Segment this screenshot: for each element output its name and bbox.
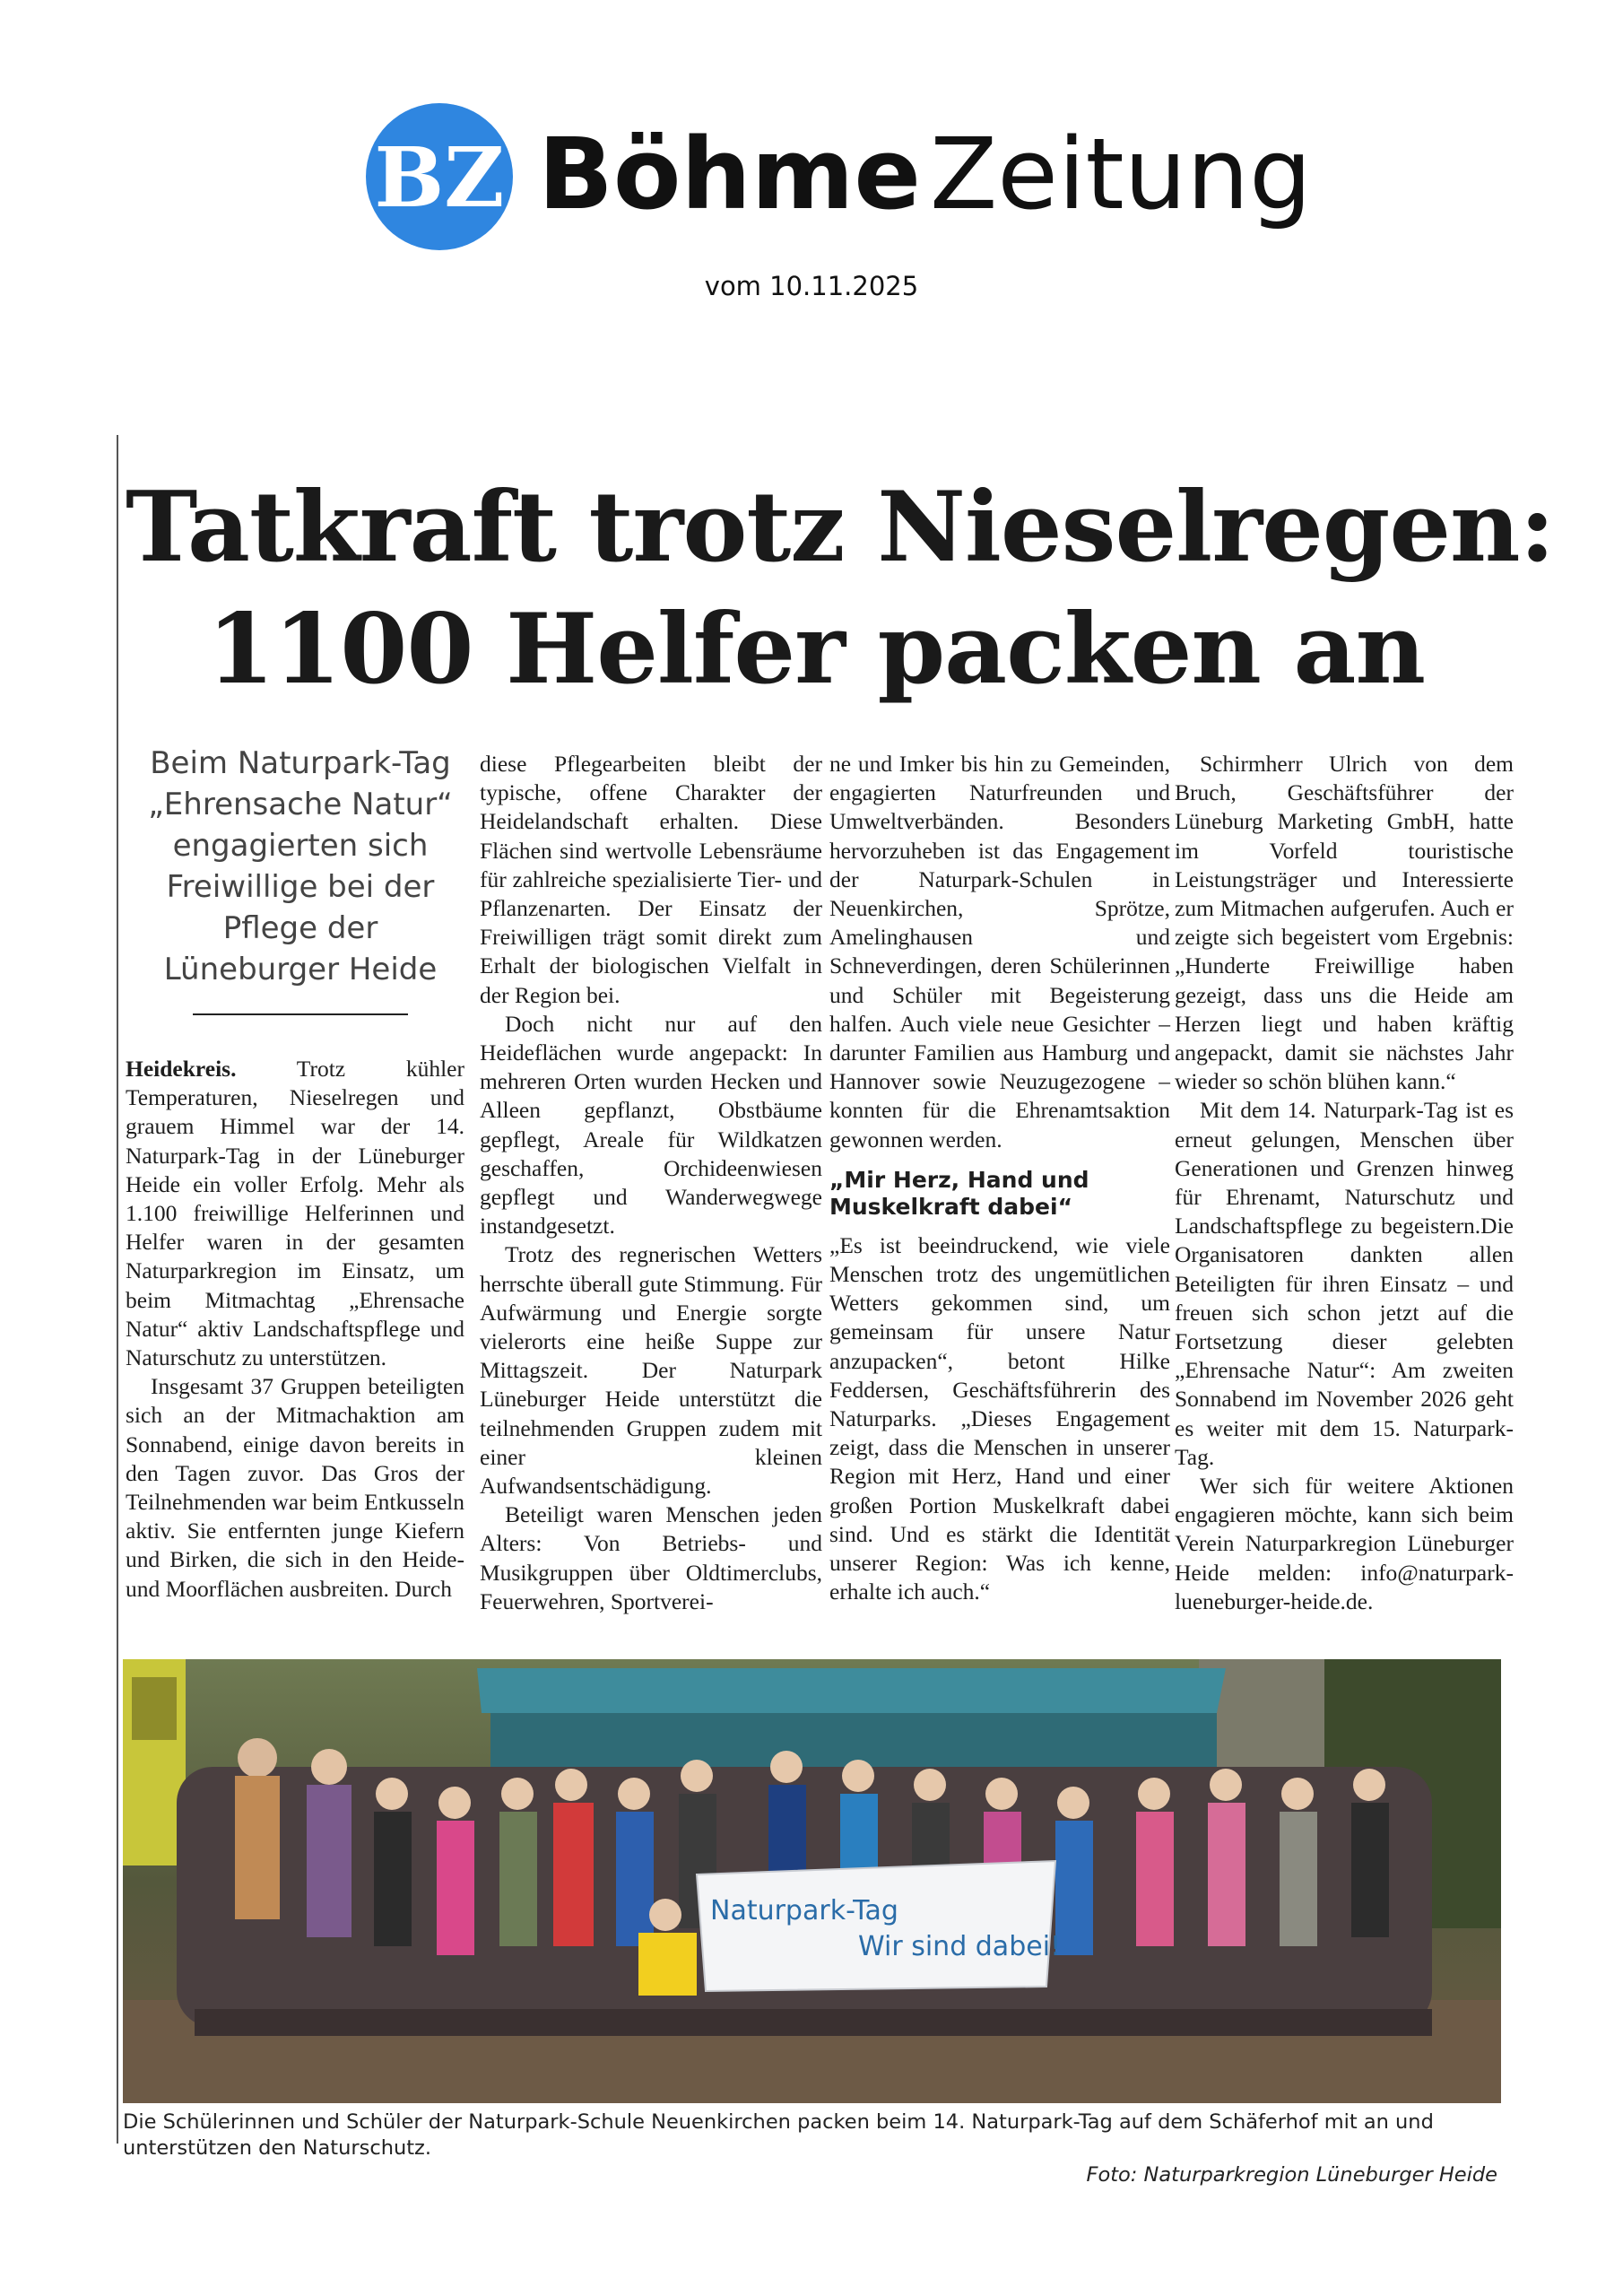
paragraph: [126, 1055, 464, 1372]
paragraph: „Es ist beeindruckend, wie viele Menschen trotz des ungemütlichen Wetters gekommen sind, um gemeinsam für unsere Natur anzupacken“, betont Hilke Feddersen, Geschäftsführerin des Naturparks. „Dieses Engagement zeigt, dass die Menschen in unserer Region mit Herz, Hand und einer großen Portion Muskelkraft dabei sind. Und es stärkt die Identität unserer Region: Was ich kenne, erhalte ich auch.“: [829, 1231, 1170, 1605]
lead-line: Lüneburger Heide: [163, 952, 438, 987]
paragraph: Beteiligt waren Menschen jeden Alters: Von Betriebs- und Musikgruppen über Oldtimerclubs, Feuerwehren, Sportverei-: [480, 1501, 822, 1614]
lead-line: Pflege der: [222, 910, 378, 946]
article-lead: [130, 743, 471, 990]
article-photo: [123, 1659, 1501, 2103]
logo-monogram: BZ: [374, 129, 505, 226]
masthead-logo: [363, 100, 1312, 253]
photo-caption: Die Schülerinnen und Schüler der Naturpark-Schule Neuenkirchen packen beim 14. Naturpark-Tag auf dem Schäferhof mit an und unterstützen den Naturschutz.: [123, 2110, 1434, 2160]
paragraph-text: Trotz kühler Temperaturen, Nieselregen und grauem Himmel war der 14. Naturpark-Tag in der Lüneburger Heide ein voller Erfolg. Mehr als 1.100 freiwillige Helferinnen und Helfer waren in der gesamten Naturparkregion im Einsatz, um beim Mitmachtag „Ehrensache Natur“ aktiv Landschaftspflege und Naturschutz zu unterstützen.: [126, 1056, 464, 1371]
newspaper-name-bold: Böhme: [538, 117, 921, 231]
paragraph: Mit dem 14. Naturpark-Tag ist es erneut gelungen, Menschen über Generationen und Grenzen hinweg für Ehrenamt, Naturschutz und Landschaftspflege zu begeistern.Die Organisatoren dankten allen Beteiligten für ihren Einsatz – und freuen sich schon jetzt auf die Fortsetzung dieser gelebten „Ehrensache Natur“: Am zweiten Sonnabend im November 2026 geht es weiter mit dem 15. Naturpark-Tag.: [1175, 1097, 1514, 1470]
article-column-1: [126, 1055, 464, 1604]
paragraph: Wer sich für weitere Aktionen engagieren möchte, kann sich beim Verein Naturparkregion Lüneburger Heide melden: info@naturpark-lueneburger-heide.de.: [1175, 1473, 1514, 1614]
subheading: „Mir Herz, Hand und Muskelkraft dabei“: [829, 1166, 1089, 1220]
dateline: Heidekreis.: [126, 1056, 237, 1082]
lead-line: engagierten sich: [172, 828, 429, 864]
article-column-2: [480, 750, 822, 1616]
banner-text-line-2: Wir sind dabei!: [858, 1931, 1062, 1962]
paragraph: Schirmherr Ulrich von dem Bruch, Geschäftsführer der Lüneburg Marketing GmbH, hatte im Vorfeld touristische Leistungsträger und Interessierte zum Mitmachen aufgerufen. Auch er zeigte sich begeistert vom Ergebnis: „Hunderte Freiwillige haben gezeigt, dass uns die Heide am Herzen liegt und haben kräftig angepackt, damit sie nächstes Jahr wieder so schön blühen kann.“: [1175, 751, 1514, 1095]
article-column-4: [1175, 750, 1514, 1616]
lead-line: „Ehrensache Natur“: [148, 787, 453, 822]
headline-line-2: 1100 Helfer packen an: [206, 593, 1426, 706]
headline-line-1: Tatkraft trotz Nieselregen:: [126, 471, 1555, 584]
publication-date: vom 10.11.2025: [704, 271, 919, 301]
banner-text-line-1: Naturpark-Tag: [710, 1895, 898, 1926]
newspaper-name-light: Zeitung: [929, 117, 1312, 231]
paragraph: Trotz des regnerischen Wetters herrschte überall gute Stimmung. Für Aufwärmung und Energie sorgte vielerorts eine heiße Suppe zur Mittagszeit. Der Naturpark Lüneburger Heide unterstützt die teilnehmenden Gruppen zudem mit einer kleinen Aufwandsentschädigung.: [480, 1241, 822, 1500]
lead-line: Beim Naturpark-Tag: [150, 745, 451, 781]
paragraph: ne und Imker bis hin zu Gemeinden, engagierten Naturfreunden und Umweltverbänden. Besonders hervorzuheben ist das Engagement der Naturpark-Schulen in Neuenkirchen, Sprötze, Amelinghausen und Schneverdingen, deren Schülerinnen und Schüler mit Begeisterung halfen. Auch viele neue Gesichter – darunter Familien aus Hamburg und Hannover sowie Neuzugezogene – konnten für die Ehrenamtsaktion gewonnen werden.: [829, 751, 1170, 1152]
paragraph: Insgesamt 37 Gruppen beteiligten sich an der Mitmachaktion am Sonnabend, einige davon bereits in den Tagen zuvor. Das Gros der Teilnehmenden war beim Entkusseln aktiv. Sie entfernten junge Kiefern und Birken, die sich in den Heide- und Moorflächen ausbreiten. Durch: [126, 1373, 464, 1602]
paragraph: diese Pflegearbeiten bleibt der typische, offene Charakter der Heidelandschaft erhalten. Diese Flächen sind wertvolle Lebensräume für zahlreiche spezialisierte Tier- und Pflanzenarten. Der Einsatz der Freiwilligen trägt somit direkt zum Erhalt der biologischen Vielfalt in der Region bei.: [480, 751, 822, 1008]
newspaper-logo-icon: [363, 100, 516, 253]
group-photo-image: [123, 1659, 1501, 2103]
paragraph: Doch nicht nur auf den Heideflächen wurde angepackt: In mehreren Orten wurden Hecken und Alleen gepflanzt, Obstbäume gepflegt, Areale für Wildkatzen geschaffen, Orchideenwiesen gepflegt und Wanderwegwege instandgesetzt.: [480, 1010, 822, 1239]
column-rule: [117, 435, 118, 2144]
article-headline: [126, 466, 1555, 710]
newspaper-name: [538, 117, 1312, 231]
lead-line: Freiwillige bei der: [166, 869, 435, 905]
lead-divider: [193, 1013, 408, 1015]
photo-credit: Foto: Naturparkregion Lüneburger Heide: [1086, 2163, 1497, 2187]
article-column-3: [829, 750, 1170, 1606]
